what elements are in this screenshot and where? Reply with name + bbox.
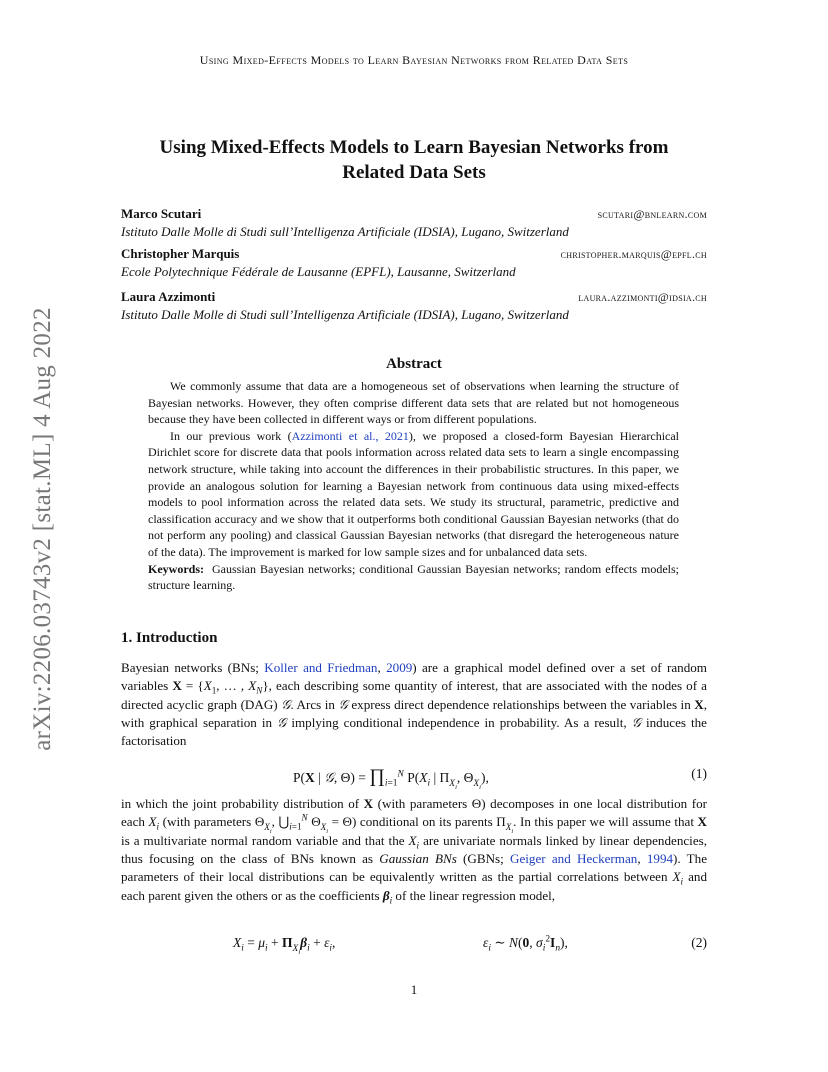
arxiv-identifier-text: arXiv:2206.03743v2 [stat.ML] 4 Aug 2022 — [29, 307, 56, 751]
paper-title: Using Mixed-Effects Models to Learn Bayesian Networks from Related Data Sets — [159, 137, 669, 183]
running-head: Using Mixed-Effects Models to Learn Bayesian Networks from Related Data Sets — [199, 53, 629, 67]
equation-number: (2) — [691, 935, 707, 950]
author-name: Laura Azzimonti — [121, 289, 216, 304]
equation-1 — [121, 766, 707, 790]
equation-expression: P(X | 𝒢, $\Theta) = \prod_{i=1}^N$ $P(X_i$ | $\Pi_{X_i}$, $\Theta_{X_i}$), — [293, 766, 489, 791]
citation-link[interactable]: Geiger and Heckerman — [510, 851, 638, 867]
citation-year-link[interactable]: 2009 — [386, 660, 413, 675]
abstract-paragraph: In our previous work (Azzimonti et al., 2021), we proposed a closed-form Bayesian Hierarchical Dirichlet score for discrete data that pools information across related data sets to learn a single encompassing network structure, while taking into account the differences in their probabilistic structures. In this paper, we provide an analogous solution for learning a Bayesian network from continuous data using mixed-effects models to pool information across the related data sets. We study its structural, parametric, predictive and classification accuracy and we show that it outperforms both conditional Gaussian Bayesian networks (that do not perform any pooling) and classical Gaussian Bayesian networks (that disregard the heterogeneous nature of the data). The improvement is marked for low sample sizes and for unbalanced data sets. — [148, 428, 680, 559]
equation-2 — [121, 935, 707, 959]
author-name: Christopher Marquis — [121, 246, 240, 261]
body-paragraph: in which the joint probability distribution of X (with parameters Θ) decomposes in one local distribution for each $X_i$ (with parameters $\Theta_{X_i}$, $⋃_{i=1}^N$ $\Theta_{X_i} = \Theta$) conditional on its parents $\Pi_{X_i}$. In this paper we will assume that X is a multivariate normal random variable and that the $X_i$ are univariate normals linked by linear dependencies, thus focusing on the class of BNs known as Gaussian BNs (GBNs; Geiger and Heckerman, 1994). The parameters of their local distributions can be equivalently written as the partial correlations between $X_i$ and each parent given the others or as the coefficients $\beta_i$ of the linear regression model, — [121, 796, 708, 906]
equation-expression: $\varepsilon_i$ ∼ N(0, $\sigma_i^2I_n$), — [483, 934, 568, 954]
author-email: scutari@bnlearn.com — [597, 207, 707, 221]
author-email: laura.azzimonti@idsia.ch — [578, 290, 707, 304]
abstract-body — [148, 378, 679, 594]
author-affiliation: Istituto Dalle Molle di Studi sull’Intelligenza Artificiale (IDSIA), Lugano, Switzerland — [121, 307, 569, 322]
body-paragraph: Bayesian networks (BNs; Koller and Friedman, 2009) are a graphical model defined over a set of random variables $X = \{X_1$, … , $X_N$}, each describing some quantity of interest, that are associated with the nodes of a directed acyclic graph (DAG) 𝒢. Arcs in 𝒢 express direct dependence relationships between the variables in X, with graphical separation in 𝒢 implying conditional independence in probability. As a result, 𝒢 induces the factorisation — [121, 660, 708, 749]
citation-link[interactable]: Koller and Friedman — [264, 660, 378, 675]
section-heading: 1. Introduction — [121, 630, 218, 646]
abstract-paragraph: We commonly assume that data are a homogeneous set of observations when learning the structure of Bayesian networks. However, they often comprise different data sets that are related but not homogeneous because they have been collected in different ways or from different populations. — [148, 379, 679, 427]
equation-number: (1) — [691, 766, 707, 781]
author-block — [121, 206, 707, 240]
author-name: Marco Scutari — [121, 206, 202, 221]
emphasis: Gaussian BNs — [379, 851, 457, 867]
author-block — [121, 246, 707, 280]
keywords: Keywords: Gaussian Bayesian networks; conditional Gaussian Bayesian networks; random effects models; structure learning. — [148, 561, 679, 593]
keywords-label: Keywords: — [148, 561, 204, 576]
author-email: christopher.marquis@epfl.ch — [560, 247, 707, 261]
abstract-heading: Abstract — [386, 356, 442, 372]
author-block — [121, 289, 707, 323]
equation-expression: $X_i = \mu_i + \Pi_{X_i}\beta_i + \varepsilon_i$, — [233, 935, 336, 956]
citation-year-link[interactable]: 1994 — [646, 851, 674, 867]
page-number: 1 — [410, 982, 418, 997]
citation-link[interactable]: Azzimonti et al., 2021 — [291, 428, 409, 443]
author-affiliation: Ecole Polytechnique Fédérale de Lausanne (EPFL), Lausanne, Switzerland — [121, 264, 516, 279]
author-affiliation: Istituto Dalle Molle di Studi sull’Intelligenza Artificiale (IDSIA), Lugano, Switzerland — [121, 224, 569, 239]
